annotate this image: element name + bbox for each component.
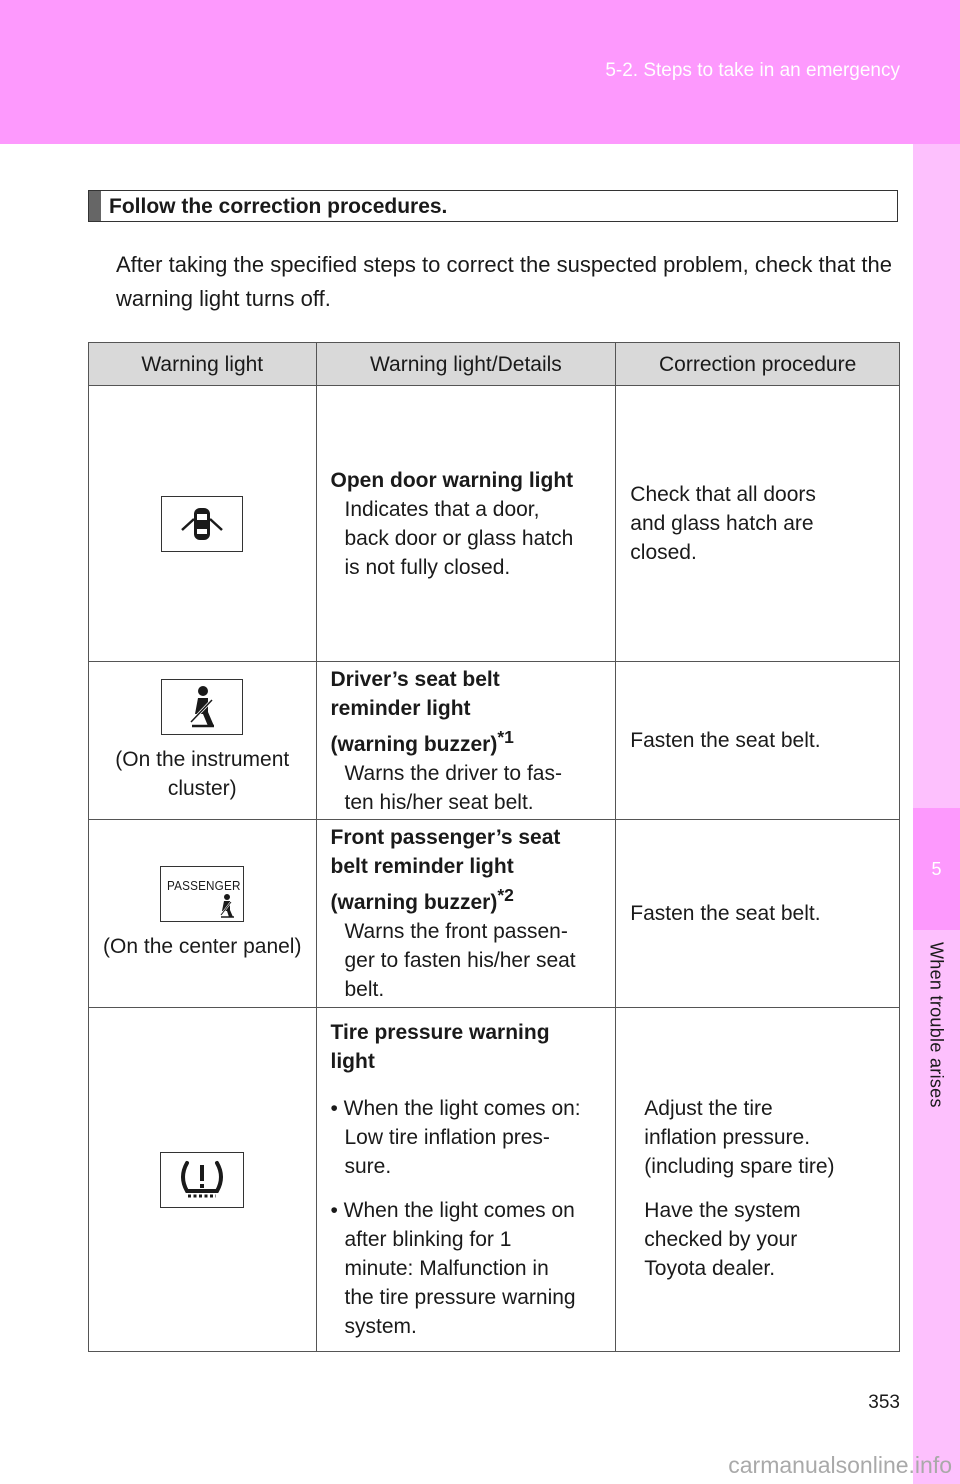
procedure-heading bbox=[88, 190, 898, 222]
open-door-icon bbox=[161, 496, 243, 552]
details-cell bbox=[316, 1008, 616, 1352]
condition-line: Low tire inflation pres- bbox=[344, 1126, 550, 1149]
warning-title bbox=[331, 723, 608, 759]
detail-line: Warns the driver to fas- bbox=[344, 761, 562, 785]
warning-title: Driver’s seat belt bbox=[330, 667, 500, 691]
warning-light-table bbox=[88, 342, 900, 1352]
correction-line: (including spare tire) bbox=[644, 1155, 835, 1178]
condition-line: system. bbox=[344, 1315, 417, 1338]
correction-line: Toyota dealer. bbox=[644, 1257, 776, 1280]
warning-title: belt reminder light bbox=[330, 855, 514, 878]
table-row bbox=[89, 662, 900, 820]
detail-line: ger to fasten his/her seat bbox=[344, 949, 576, 972]
details-cell bbox=[316, 662, 616, 820]
correction-cell bbox=[616, 662, 900, 820]
footnote-marker: *1 bbox=[497, 726, 514, 747]
condition-line: sure. bbox=[344, 1155, 392, 1178]
icon-caption: (On the center panel) bbox=[103, 935, 302, 958]
condition-lead: • When the light comes on bbox=[330, 1199, 575, 1222]
side-tab-number: 5 bbox=[913, 808, 960, 930]
condition-item bbox=[331, 1094, 608, 1181]
correction-line: inflation pressure. bbox=[644, 1126, 811, 1149]
column-header: Warning light bbox=[89, 343, 317, 386]
side-tab-label: When trouble arises bbox=[926, 942, 947, 1108]
footnote-marker: *2 bbox=[497, 885, 514, 905]
table-row bbox=[89, 386, 900, 662]
caption-line: cluster) bbox=[167, 776, 237, 800]
passenger-seat-belt-icon bbox=[160, 866, 244, 922]
condition-line: the tire pressure warning bbox=[344, 1286, 576, 1309]
warning-title: Open door warning light bbox=[330, 468, 574, 492]
warning-light-cell bbox=[89, 662, 317, 820]
correction-line: Check that all doors bbox=[630, 483, 816, 506]
detail-line: back door or glass hatch bbox=[344, 526, 574, 550]
warning-light-cell bbox=[89, 820, 317, 1008]
detail-line: Indicates that a door, bbox=[344, 497, 540, 521]
watermark: carmanualsonline.info bbox=[728, 1452, 952, 1478]
warning-light-cell bbox=[89, 1008, 317, 1352]
correction-cell bbox=[616, 820, 900, 1008]
details-cell bbox=[316, 820, 616, 1008]
detail-line: is not fully closed. bbox=[344, 555, 511, 579]
warning-title-text: (warning buzzer) bbox=[330, 891, 498, 914]
condition-item bbox=[331, 1196, 608, 1341]
warning-title bbox=[331, 881, 608, 917]
column-header: Correction procedure bbox=[616, 343, 900, 386]
page-number: 353 bbox=[868, 1392, 900, 1413]
correction-cell bbox=[616, 1008, 900, 1352]
condition-lead: • When the light comes on: bbox=[330, 1097, 581, 1120]
tire-pressure-icon bbox=[160, 1152, 244, 1208]
section-title: 5-2. Steps to take in an emergency bbox=[605, 60, 900, 81]
procedure-heading-text: Follow the correction procedures. bbox=[109, 195, 448, 218]
warning-light-cell bbox=[89, 386, 317, 662]
details-cell bbox=[316, 386, 616, 662]
caption-line: (On the instrument bbox=[115, 747, 290, 771]
icon-caption bbox=[90, 745, 315, 803]
correction-line: checked by your bbox=[644, 1228, 798, 1251]
correction-cell bbox=[616, 386, 900, 662]
detail-line: belt. bbox=[344, 978, 385, 1001]
intro-paragraph: After taking the specified steps to correct the suspected problem, check that the warning light turns off. bbox=[116, 252, 892, 311]
table-header-row bbox=[89, 343, 900, 386]
table-row bbox=[89, 1008, 900, 1352]
correction-line: closed. bbox=[630, 541, 697, 564]
correction-line: Fasten the seat belt. bbox=[630, 902, 821, 925]
seat-belt-icon bbox=[161, 679, 243, 735]
correction-line: and glass hatch are bbox=[630, 512, 814, 535]
condition-line: after blinking for 1 bbox=[344, 1228, 512, 1251]
detail-line: ten his/her seat belt. bbox=[344, 790, 534, 814]
passenger-icon-text: PASSENGER bbox=[167, 878, 241, 893]
column-header: Warning light/Details bbox=[316, 343, 616, 386]
table-row bbox=[89, 820, 900, 1008]
warning-title: reminder light bbox=[330, 696, 471, 720]
warning-title: Front passenger’s seat bbox=[330, 826, 561, 849]
condition-line: minute: Malfunction in bbox=[344, 1257, 549, 1280]
warning-title: Tire pressure warning bbox=[330, 1021, 550, 1044]
detail-line: Warns the front passen- bbox=[344, 920, 568, 943]
warning-title: light bbox=[330, 1050, 375, 1073]
correction-line: Have the system bbox=[644, 1199, 801, 1222]
warning-title-text: (warning buzzer) bbox=[330, 732, 498, 756]
correction-line: Adjust the tire bbox=[644, 1097, 773, 1120]
correction-line: Fasten the seat belt. bbox=[630, 729, 821, 752]
